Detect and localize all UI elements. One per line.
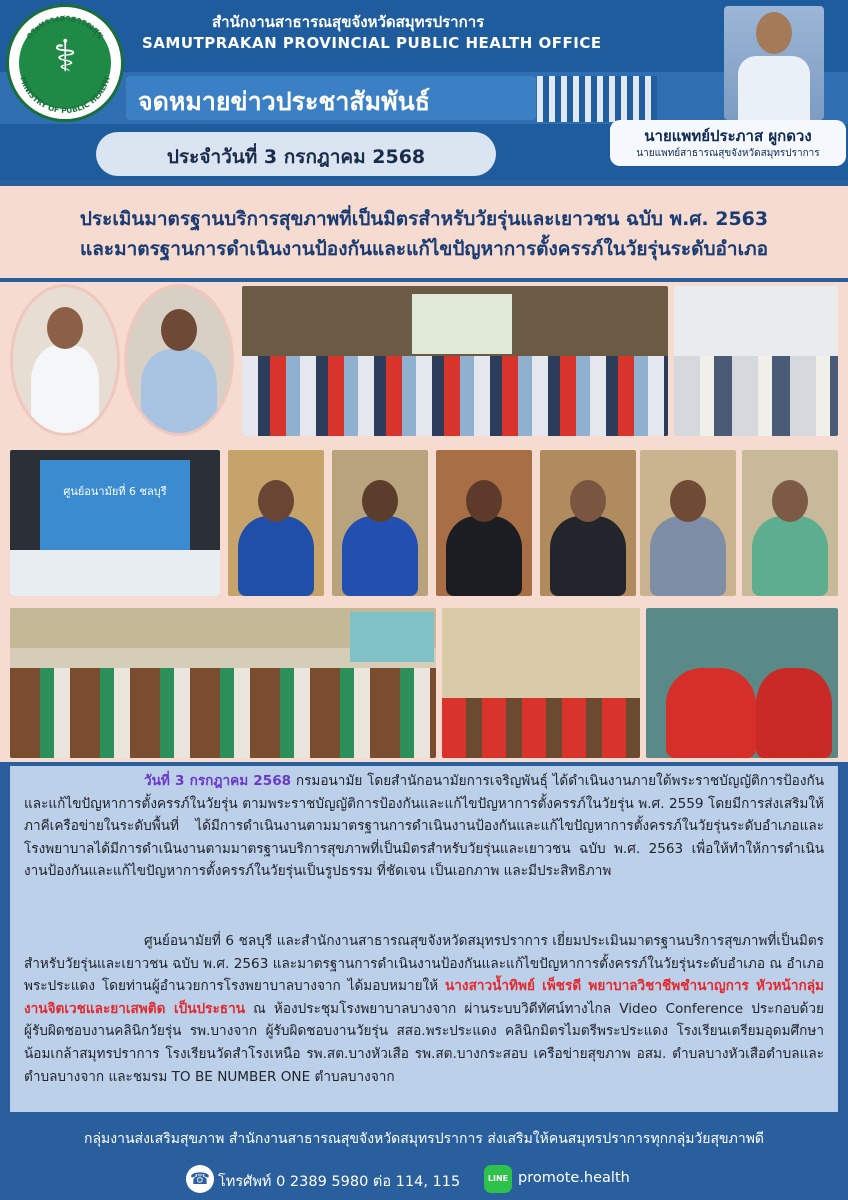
article-date: วันที่ 3 กรกฎาคม 2568 <box>144 773 292 789</box>
article-paragraph-2: ศูนย์อนามัยที่ 6 ชลบุรี และสำนักงานสาธารณสุขจังหวัดสมุทรปราการ เยี่ยมประเมินมาตรฐานบริการสุขภาพที่เป็นมิตรสำหรับวัยรุ่นและเยาวชน ฉบับ พ.ศ. 2563 และมาตรฐานการดำเนินงานป้องกันและแก้ไขปัญหาการตั้งครรภ์ในวัยรุ่นระดับอำเภอ ณ อำเภอพระประแดง โดยท่านผู้อำนวยการโรงพยาบาลบางจาก ได้มอบหมายให้ นางสาวน้ำทิพย์ เพ็ชรดี พยาบาลวิชาชีพชำนาญการ หัวหน้ากลุ่มงานจิตเวชและยาเสพติด เป็นประธาน ณ ห้องประชุมโรงพยาบาลบางจาก ผ่านระบบวิดีทัศน์ทางไกล Video Conference ประกอบด้วย ผู้รับผิดชอบงานคลินิกวัยรุ่น รพ.บางจาก ผู้รับผิดชอบงานวัยรุ่น สสอ.พระประแดง คลินิกมิตรไมตรีพระประแดง โรงเรียนเตรียมอุดมศึกษาน้อมเกล้าสมุทรปราการ โรงเรียนวัดสำโรงเหนือ รพ.สต.บางหัวเสือ รพ.สต.บางกระสอบ เครือข่ายสุขภาพ อสม. ตำบลบางหัวเสือตำบลและตำบลบางจาก และชมรม TO BE NUMBER ONE ตำบลบางจาก <box>24 933 825 1085</box>
director-role: นายแพทย์สาธารณสุขจังหวัดสมุทรปราการ <box>636 148 820 159</box>
org-name-english: SAMUTPRAKAN PROVINCIAL PUBLIC HEALTH OFFICE <box>142 34 602 52</box>
screen-caption: ศูนย์อนามัยที่ 6 ชลบุรี <box>63 485 167 498</box>
ministry-logo <box>6 4 124 122</box>
photo-participant-3 <box>436 450 532 596</box>
phone-number: โทรศัพท์ 0 2389 5980 ต่อ 114, 115 <box>218 1174 461 1190</box>
issue-date: ประจำวันที่ 3 กรกฎาคม 2568 <box>166 146 426 168</box>
footer-tagline: กลุ่มงานส่งเสริมสุขภาพ สำนักงานสาธารณสุขจังหวัดสมุทรปราการ ส่งเสริมให้คนสมุทรปราการทุกกลุ่มวัยสุขภาพดี <box>83 1131 765 1147</box>
decorative-pattern <box>537 76 657 122</box>
photo-video-conference <box>10 450 220 596</box>
phone-icon: ☎ <box>186 1165 214 1193</box>
logo-ring-text <box>9 7 121 119</box>
photo-participant-2 <box>332 450 428 596</box>
article-body <box>10 766 838 1112</box>
svg-text:กระทรวงสาธารณสุข: กระทรวงสาธารณสุข <box>24 13 106 42</box>
line-id[interactable]: promote.health <box>518 1170 630 1186</box>
newsletter-title: จดหมายข่าวประชาสัมพันธ์ <box>138 87 430 116</box>
org-name-thai: สำนักงานสาธารณสุขจังหวัดสมุทรปราการ <box>212 13 485 31</box>
caduceus-icon: ⚕ <box>53 31 77 82</box>
line-app-icon: LINE <box>484 1165 512 1193</box>
director-card <box>610 120 846 166</box>
photo-students <box>646 608 838 758</box>
director-photo <box>724 6 824 120</box>
chairperson-highlight: นางสาวน้ำทิพย์ เพ็ชรดี พยาบาลวิชาชีพชำนาญการ หัวหน้ากลุ่มงานจิตเวชและยาเสพติด เป็นประธาน <box>24 978 825 1017</box>
photo-meeting-room <box>10 608 436 758</box>
headline-line-2: และมาตรฐานการดำเนินงานป้องกันและแก้ไขปัญหาการตั้งครรภ์ในวัยรุ่นระดับอำเภอ <box>79 238 769 260</box>
photo-collage <box>0 282 848 762</box>
photo-conference-table <box>442 608 640 758</box>
headline-line-1: ประเมินมาตรฐานบริการสุขภาพที่เป็นมิตรสำหรับวัยรุ่นและเยาวชน ฉบับ พ.ศ. 2563 <box>79 208 769 230</box>
photo-participant-5 <box>640 450 736 596</box>
photo-speaker-1 <box>10 284 120 436</box>
photo-speaker-2 <box>124 284 234 436</box>
headline <box>0 186 848 278</box>
photo-participant-1 <box>228 450 324 596</box>
article-paragraph-1: วันที่ 3 กรกฎาคม 2568 กรมอนามัย โดยสำนักอนามัยการเจริญพันธุ์ ได้ดำเนินงานภายใต้พระราชบัญญัติการป้องกันและแก้ไขปัญหาการตั้งครรภ์ในวัยรุ่น ตามพระราชบัญญัติการป้องกันและแก้ไขปัญหาการตั้งครรภ์ในวัยรุ่น พ.ศ. 2559 โดยมีการส่งเสริมให้ภาคีเครือข่ายในระดับพื้นที่ ได้มีการดำเนินงานตามมาตรฐานการดำเนินงานป้องกันและแก้ไขปัญหาการตั้งครรภ์ในวัยรุ่นระดับอำเภอและโรงพยาบาลได้มีการดำเนินงานตามมาตรฐานบริการสุขภาพที่เป็นมิตรสำหรับวัยรุ่นและเยาวชน ฉบับ พ.ศ. 2563 เพื่อให้ทำให้การดำเนินงานป้องกันและแก้ไขปัญหาการตั้งครรภ์ในวัยรุ่นเป็นรูปธรรม ที่ชัดเจน เป็นเอกภาพ และมีประสิทธิภาพ <box>24 773 824 880</box>
photo-participant-6 <box>742 450 838 596</box>
svg-text:MINISTRY OF PUBLIC HEALTH: MINISTRY OF PUBLIC HEALTH <box>18 75 112 116</box>
date-pill <box>96 132 496 176</box>
photo-participants <box>674 286 838 436</box>
director-name: นายแพทย์ประภาส ผูกดวง <box>644 127 812 145</box>
photo-group <box>242 286 668 436</box>
photo-participant-4 <box>540 450 636 596</box>
